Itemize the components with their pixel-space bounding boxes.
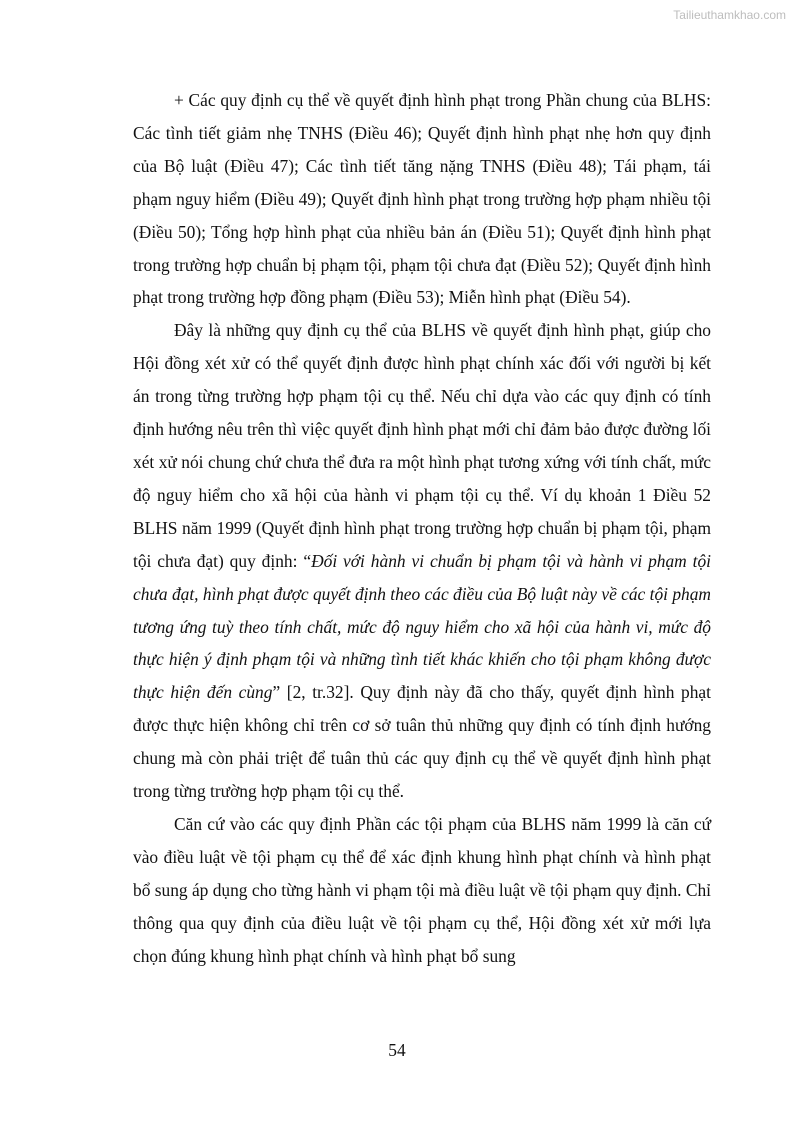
document-body [133,84,711,972]
paragraph-text: Căn cứ vào các quy định Phần các tội phạm của BLHS năm 1999 là căn cứ vào điều luật về tội phạm cụ thể để xác định khung hình phạt chính và hình phạt bổ sung áp dụng cho từng hành vi phạm tội mà điều luật về tội phạm quy định. Chỉ thông qua quy định của điều luật về tội phạm cụ thể, Hội đồng xét xử mới lựa chọn đúng khung hình phạt chính và hình phạt bổ sung [133,813,711,966]
paragraph-text: Đây là những quy định cụ thể của BLHS về quyết định hình phạt, giúp cho Hội đồng xét xử có thể quyết định được hình phạt chính xác đối với người bị kết án trong từng trường hợp phạm tội cụ thể. Nếu chỉ dựa vào các quy định có tính định hướng nêu trên thì việc quyết định hình phạt mới chỉ đảm bảo được đường lối xét xử nói chung chứ chưa thể đưa ra một hình phạt tương xứng với tính chất, mức độ nguy hiểm cho xã hội của hành vi phạm tội cụ thể. Ví dụ khoản 1 Điều 52 BLHS năm 1999 (Quyết định hình phạt trong trường hợp chuẩn bị phạm tội, phạm tội chưa đạt) quy định: “ [133,320,711,571]
paragraph [133,84,711,314]
paragraph-text: + Các quy định cụ thể về quyết định hình phạt trong Phần chung của BLHS: Các tình tiết giảm nhẹ TNHS (Điều 46); Quyết định hình phạt nhẹ hơn quy định của Bộ luật (Điều 47); Các tình tiết tăng nặng TNHS (Điều 48); Tái phạm, tái phạm nguy hiểm (Điều 49); Quyết định hình phạt trong trường hợp phạm nhiều tội (Điều 50); Tổng hợp hình phạt của nhiều bản án (Điều 51); Quyết định hình phạt trong trường hợp chuẩn bị phạm tội, phạm tội chưa đạt (Điều 52); Quyết định hình phạt trong trường hợp đồng phạm (Điều 53); Miễn hình phạt (Điều 54). [133,90,711,308]
page-number: 54 [388,1040,406,1060]
paragraph-text: ” [2, tr.32]. Quy định này đã cho thấy, quyết định hình phạt được thực hiện không chỉ trên cơ sở tuân thủ những quy định có tính định hướng chung mà còn phải triệt để tuân thủ các quy định cụ thể về quyết định hình phạt trong từng trường hợp phạm tội cụ thể. [133,682,711,802]
paragraph [133,808,711,973]
watermark-text: Tailieuthamkhao.com [673,8,786,22]
paragraph [133,314,711,808]
quoted-law-text: Đối với hành vi chuẩn bị phạm tội và hành vi phạm tội chưa đạt, hình phạt được quyết định theo các điều của Bộ luật này về các tội phạm tương ứng tuỳ theo tính chất, mức độ nguy hiểm cho xã hội của hành vi, mức độ thực hiện ý định phạm tội và những tình tiết khác khiến cho tội phạm không được thực hiện đến cùng [133,550,712,703]
